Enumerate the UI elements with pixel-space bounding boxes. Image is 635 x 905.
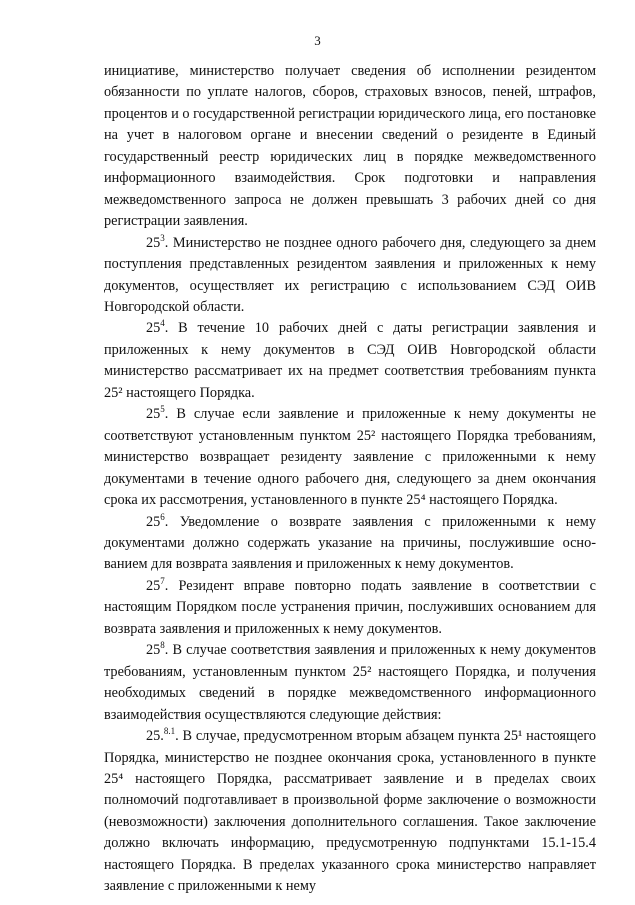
paragraph-text: . В случае, предусмотренном вторым абзацем пункта 25¹ настоящего Порядка, министерство не позднее окончания срока, установленного в пункте 25⁴ настоящего Порядка, рассматривает заявление и в пределах своих полномочий подготавливает в произвольной форме заключение о возможности (невозможности) заключения дополнительного соглашения. Такое заключение должно включать информацию, предусмотренную подпунктами 15.1-15.4 настоящего Порядка. В пределах указанного срока министерство направляет заявление с приложенными к нему bbox=[104, 728, 596, 895]
paragraph-25-8 bbox=[104, 640, 596, 726]
document-body bbox=[104, 61, 596, 898]
paragraph-number: $25^3$ bbox=[146, 232, 165, 251]
paragraph-25-3 bbox=[104, 233, 596, 319]
paragraph-25-6 bbox=[104, 512, 596, 576]
paragraph-continuation bbox=[104, 61, 596, 233]
paragraph-text: . Министерство не позднее одного рабочего дня, следующего за днем поступления представленных резидентом заявления и приложенных к нему документов, осуществляет их регистрацию с использованием СЭД ОИВ Новгородской области. bbox=[104, 234, 596, 315]
paragraph-number: 25.$^{8.1}$ bbox=[146, 726, 176, 745]
paragraph-25-7 bbox=[104, 576, 596, 640]
paragraph-text: . В течение 10 рабочих дней с даты регистрации заявления и приложенных к нему документов в СЭД ОИВ Новгородской области министерство рассматривает их на предмет соответствия требованиям пункта 25² настоящего Порядка. bbox=[104, 320, 596, 401]
paragraph-text: . Уведомление о возврате заявления с приложенными к нему документами должно содержать указание на причины, послужившие основанием для возврата заявления и приложенных к нему документов. bbox=[104, 513, 596, 573]
paragraph-25-8-1 bbox=[104, 726, 596, 898]
paragraph-number: $25^6$ bbox=[146, 511, 165, 530]
paragraph-text: . В случае если заявление и приложенные к нему документы не соответствуют установленным пунктом 25² настоящего Порядка требованиям, министерство возвращает резиденту заявление с приложенными к нему документами в течение одного рабочего дня, следующего за днем окончания срока их рассмотрения, установленного в пункте 25⁴ настоящего Порядка. bbox=[104, 406, 596, 509]
paragraph-text: . Резидент вправе повторно подать заявление в соответствии с настоящим Порядком после устранения причин, послуживших основанием для возврата заявления и приложенных к нему документов. bbox=[104, 577, 596, 637]
page-number: 3 bbox=[314, 33, 321, 48]
paragraph-25-5 bbox=[104, 404, 596, 511]
paragraph-number: $25^7$ bbox=[146, 576, 165, 594]
paragraph-text: инициативе, министерство получает сведения об исполнении резидентом обязанности по уплате налогов, сборов, страховых взносов, пеней, штрафов, процентов и о государственной регистрации юридического лица, его постановке на учет в налоговом органе и внесении сведений о резиденте в Единый государственный реестр юридических лиц в порядке межведомственного информационного взаимодействия. Срок подготовки и направления межведомственного запроса не должен превышать 3 рабочих дней со дня регистрации заявления. bbox=[104, 63, 596, 230]
paragraph-number: $25^5$ bbox=[146, 404, 165, 423]
paragraph-text: . В случае соответствия заявления и приложенных к нему документов требованиям, установленным пунктом 25² настоящего Порядка, и получения необходимых сведений в порядке межведомственного информационного взаимодействия осуществляются следующие действия: bbox=[104, 642, 596, 723]
paragraph-25-4 bbox=[104, 318, 596, 404]
paragraph-number: $25^8$ bbox=[146, 640, 165, 659]
paragraph-number: $25^4$ bbox=[146, 318, 165, 337]
